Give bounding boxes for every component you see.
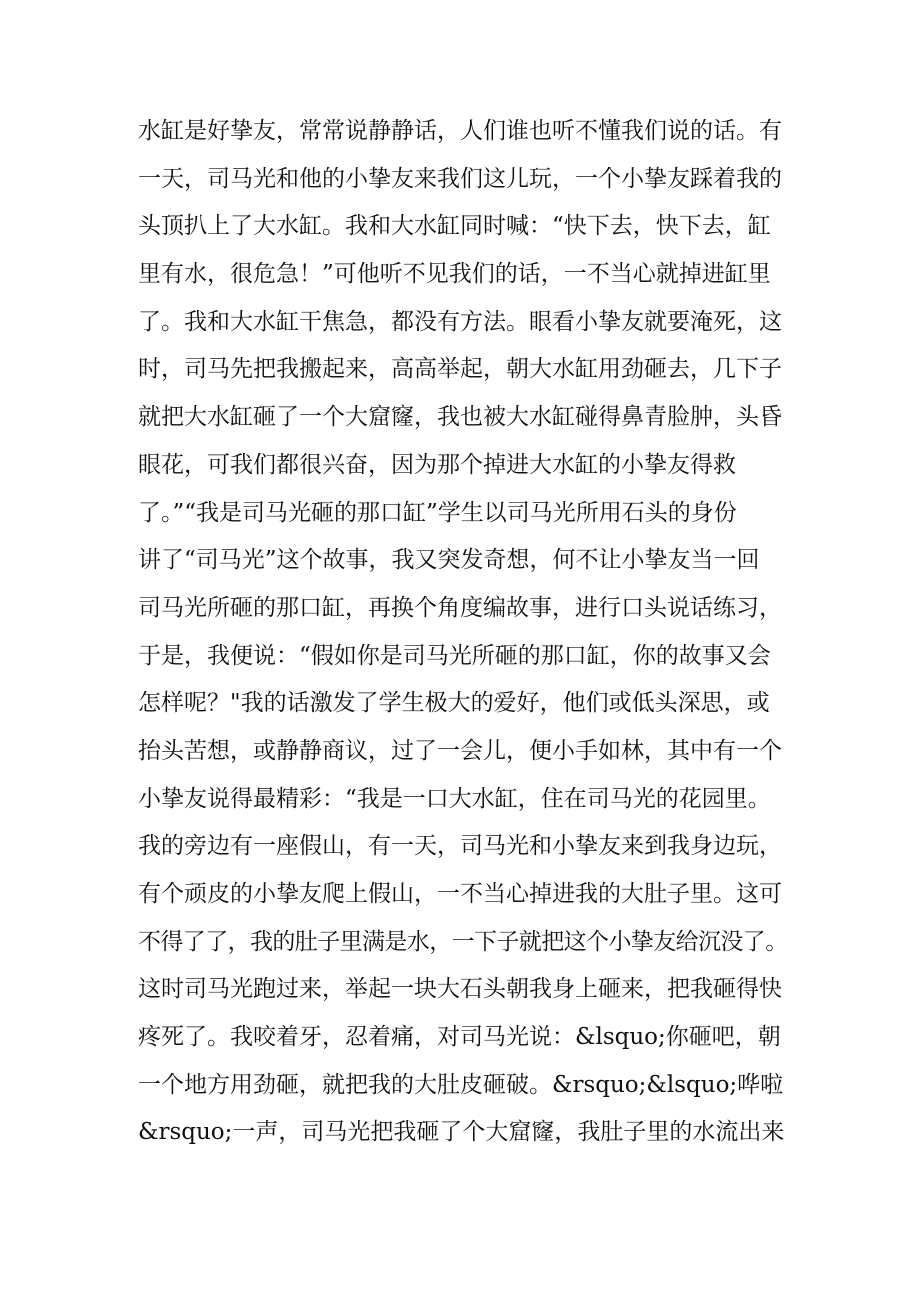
text-line: 时，司马先把我搬起来，高高举起，朝大水缸用劲砸去，几下子 [138, 356, 782, 383]
text-line: 疼死了。我咬着牙，忍着痛，对司马光说：&lsquo;你砸吧，朝 [138, 1024, 781, 1051]
text-line: 司马光所砸的那口缸，再换个角度编故事，进行口头说话练习， [138, 594, 782, 621]
text-line: 我的旁边有一座假山，有一天，司马光和小挚友来到我身边玩， [138, 833, 782, 860]
text-line: 了。”“我是司马光砸的那口缸”学生以司马光所用石头的身份 [138, 499, 737, 526]
text-line: 小挚友说得最精彩：“我是一口大水缸，住在司马光的花园里。 [138, 785, 771, 812]
body-text [138, 108, 788, 1157]
text-line: 不得了了，我的肚子里满是水，一下子就把这个小挚友给沉没了。 [138, 928, 788, 955]
text-line: 眼花，可我们都很兴奋，因为那个掉进大水缸的小挚友得救 [138, 451, 736, 478]
text-line: &rsquo;一声，司马光把我砸了个大窟窿，我肚子里的水流出来 [138, 1119, 785, 1146]
text-line: 抬头苦想，或静静商议，过了一会儿，便小手如林，其中有一个 [138, 737, 782, 764]
text-line: 怎样呢？"我的话激发了学生极大的爱好，他们或低头深思，或 [138, 690, 770, 717]
text-line: 水缸是好挚友，常常说静静话，人们谁也听不懂我们说的话。有 [138, 118, 782, 144]
text-line: 一个地方用劲砸，就把我的大肚皮砸破。&rsquo;&lsquo;哗啦 [138, 1071, 784, 1098]
text-line: 这时司马光跑过来，举起一块大石头朝我身上砸来，把我砸得快 [138, 976, 782, 1003]
text-line: 里有水，很危急！”可他听不见我们的话，一不当心就掉进缸里 [138, 261, 771, 288]
text-line: 就把大水缸砸了一个大窟窿，我也被大水缸碰得鼻青脸肿，头昏 [138, 404, 782, 431]
text-line: 有个顽皮的小挚友爬上假山，一不当心掉进我的大肚子里。这可 [138, 881, 782, 907]
text-line: 头顶扒上了大水缸。我和大水缸同时喊：“快下去，快下去，缸 [138, 213, 771, 240]
text-line: 讲了“司马光”这个故事，我又突发奇想，何不让小挚友当一回 [138, 547, 760, 574]
text-line: 于是，我便说：“假如你是司马光所砸的那口缸，你的故事又会 [138, 642, 771, 669]
text-line: 了。我和大水缸干焦急，都没有方法。眼看小挚友就要淹死，这 [138, 308, 782, 335]
text-line: 一天，司马光和他的小挚友来我们这儿玩，一个小挚友踩着我的 [138, 165, 782, 192]
